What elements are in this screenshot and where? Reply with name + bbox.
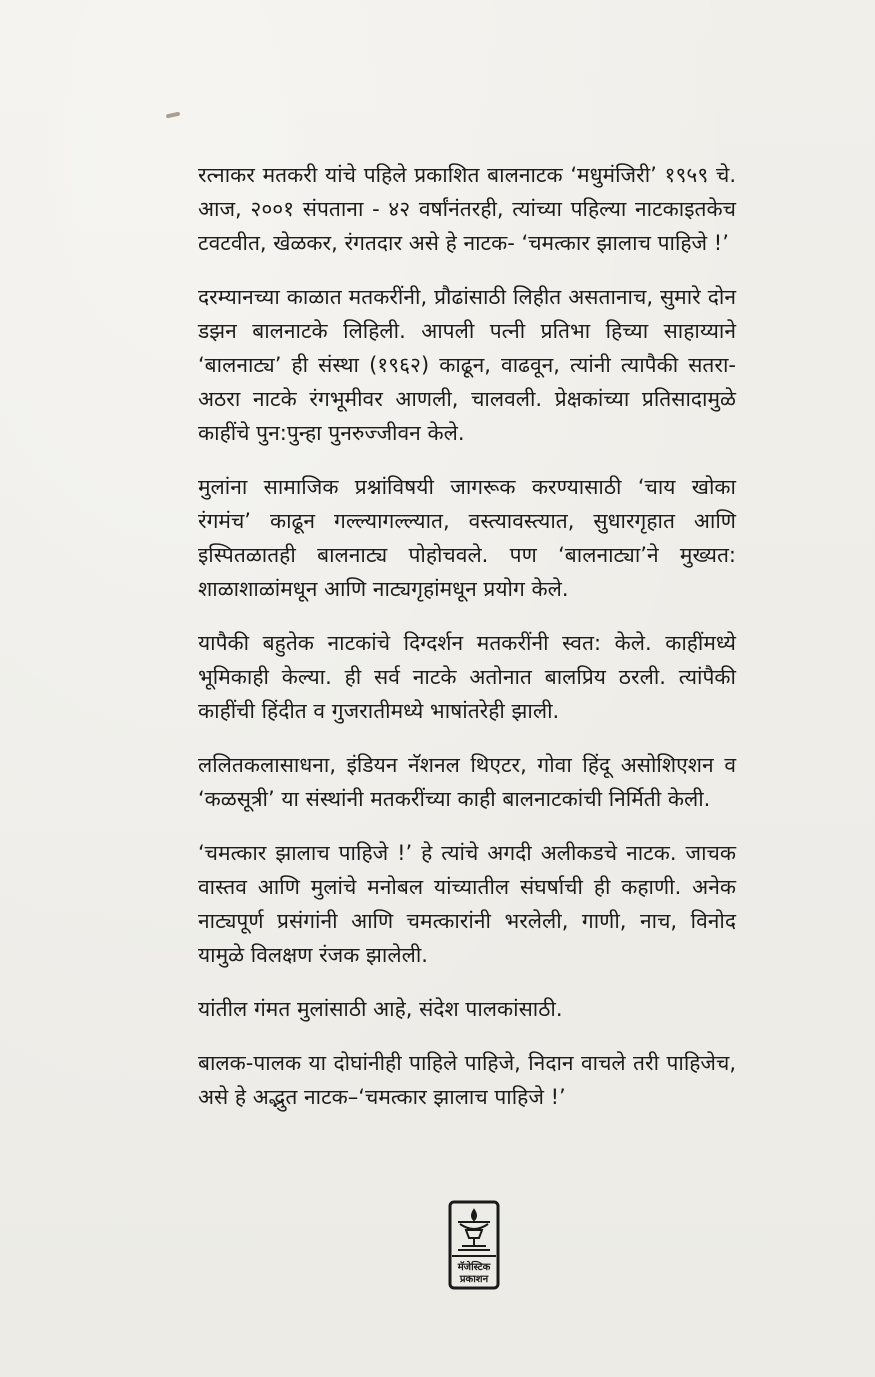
logo-line-2: प्रकाशन — [459, 1274, 489, 1285]
paragraph-8: बालक-पालक या दोघांनीही पाहिले पाहिजे, निदान वाचले तरी पाहिजेच, असे हे अद्भुत नाटक–‘चमत्कार झालाच पाहिजे !’ — [198, 1051, 736, 1109]
paragraph-3: मुलांना सामाजिक प्रश्नांविषयी जागरूक करण्यासाठी ‘चाय खोका रंगमंच’ काढून गल्ल्यागल्ल्यात, वस्त्यावस्त्यात, सुधारगृहात आणि इस्पितळातही बालनाट्य पोहोचवले. पण ‘बालनाट्या’ने मुख्यत: शाळाशाळांमधून आणि नाट्यगृहांमधून प्रयोग केले. — [198, 475, 736, 601]
publisher-logo — [448, 1200, 500, 1290]
paragraph-1: रत्नाकर मतकरी यांचे पहिले प्रकाशित बालनाटक ‘मधुमंजिरी’ १९५९ चे. आज, २००१ संपताना - ४२ वर्षांनंतरही, त्यांच्या पहिल्या नाटकाइतकेच टवटवीत, खेळकर, रंगतदार असे हे नाटक- ‘चमत्कार झालाच पाहिजे !’ — [198, 163, 736, 255]
paragraph-7: यांतील गंमत मुलांसाठी आहे, संदेश पालकांसाठी. — [198, 997, 563, 1021]
paragraph-4: यापैकी बहुतेक नाटकांचे दिग्दर्शन मतकरींनी स्वत: केले. काहींमध्ये भूमिकाही केल्या. ही सर्व नाटके अतोनात बालप्रिय ठरली. त्यांपैकी काहींची हिंदीत व गुजरातीमध्ये भाषांतरेही झाली. — [198, 631, 736, 723]
lamp-icon — [458, 1210, 490, 1250]
paragraph-2: दरम्यानच्या काळात मतकरींनी, प्रौढांसाठी लिहीत असतानाच, सुमारे दोन डझन बालनाटके लिहिली. आपली पत्नी प्रतिभा हिच्या साहाय्याने ‘बालनाट्य’ ही संस्था (१९६२) काढून, वाढवून, त्यांनी त्यापैकी सतरा-अठरा नाटके रंगभूमीवर आणली, चालवली. प्रेक्षकांच्या प्रतिसादामुळे काहींचे पुन:पुन्हा पुनरुज्जीवन केले. — [198, 285, 736, 445]
logo-line-1: मॅजेस्टिक — [457, 1262, 491, 1273]
ink-speck — [166, 112, 181, 119]
blurb-text — [198, 158, 736, 1134]
paragraph-6: ‘चमत्कार झालाच पाहिजे !’ हे त्यांचे अगदी अलीकडचे नाटक. जाचक वास्तव आणि मुलांचे मनोबल यांच्यातील संघर्षाची ही कहाणी. अनेक नाट्यपूर्ण प्रसंगांनी आणि चमत्कारांनी भरलेली, गाणी, नाच, विनोद यामुळे विलक्षण रंजक झालेली. — [198, 841, 736, 967]
paragraph-5: ललितकलासाधना, इंडियन नॅशनल थिएटर, गोवा हिंदू असोशिएशन व ‘कळसूत्री’ या संस्थांनी मतकरींच्या काही बालनाटकांची निर्मिती केली. — [198, 753, 736, 811]
